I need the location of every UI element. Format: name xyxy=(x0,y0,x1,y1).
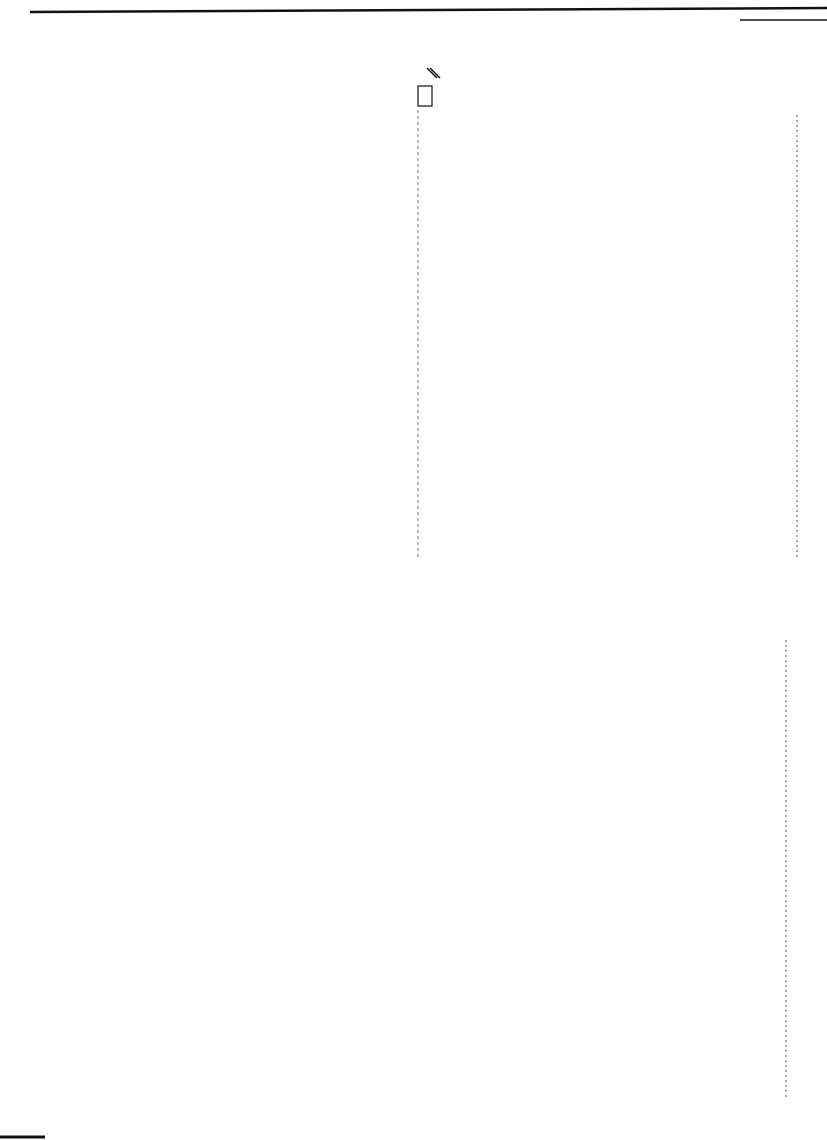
rehearsal-mark xyxy=(418,86,432,106)
system-separator-mark xyxy=(427,68,440,78)
top-edge-line xyxy=(30,8,827,12)
